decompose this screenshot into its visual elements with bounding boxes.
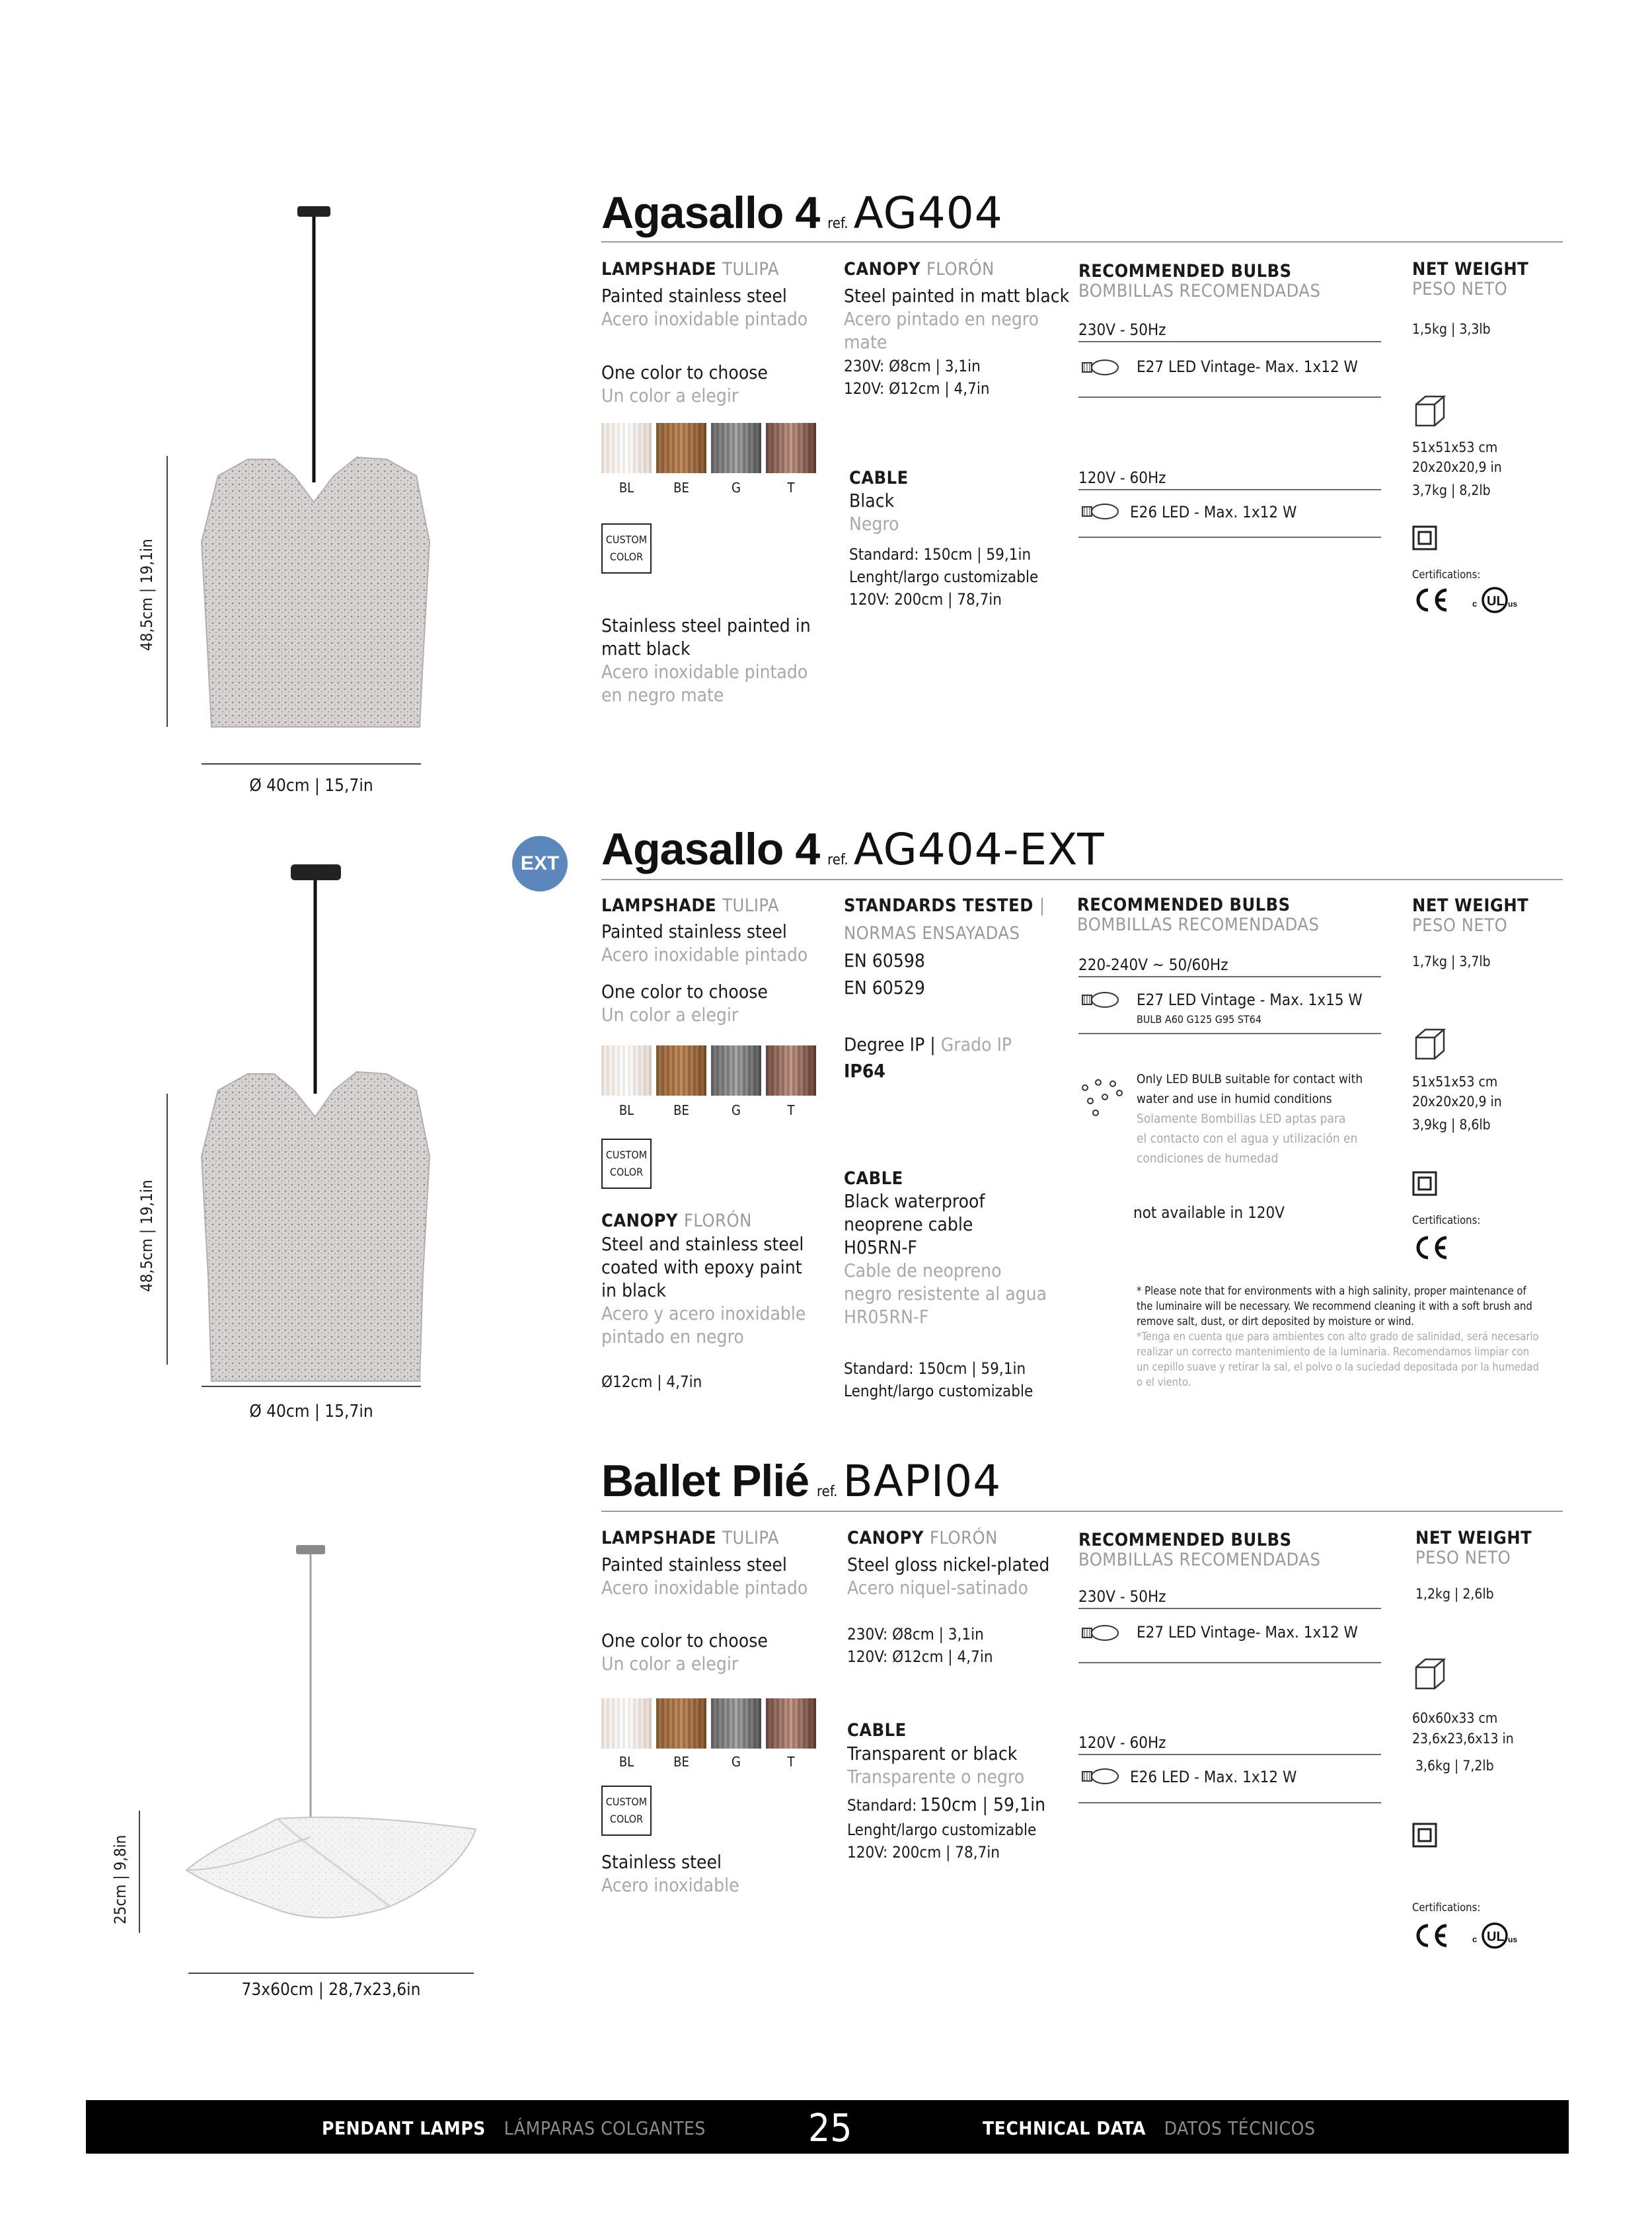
swatch-t[interactable] — [766, 423, 816, 473]
swatch-be[interactable] — [656, 423, 706, 473]
only-led-note: Only LED BULB suitable for contact with — [1137, 1072, 1363, 1086]
ip-label: Degree IP — [844, 1034, 925, 1055]
inner-finish: Stainless steel — [601, 1851, 722, 1873]
box-icon — [1412, 393, 1449, 430]
voltage-230: 230V - 50Hz — [1078, 321, 1166, 339]
ce-mark-icon — [1412, 1920, 1450, 1951]
svg-text:c: c — [1472, 1934, 1478, 1944]
standard: EN 60598 — [844, 950, 925, 971]
cable-custom: Lenght/largo customizable — [844, 1382, 1033, 1400]
ul-mark-icon — [1468, 585, 1521, 615]
product-name: Agasallo 4 — [601, 824, 820, 874]
swatch-label: BL — [619, 1102, 634, 1118]
svg-text:us: us — [1508, 599, 1518, 609]
voltage-120: 120V - 60Hz — [1078, 1733, 1166, 1752]
swatch-label: BE — [673, 480, 689, 496]
cert-label: Certifications: — [1412, 1214, 1481, 1227]
ip-rating: IP64 — [844, 1060, 885, 1082]
canopy-diameter: Ø12cm | 4,7in — [601, 1373, 702, 1391]
canopy-label: CANOPY — [847, 1528, 924, 1548]
weight-label-es: PESO NETO — [1412, 279, 1508, 299]
cable-120v: 120V: 200cm | 78,7in — [849, 590, 1002, 609]
svg-text:UL: UL — [1487, 594, 1505, 609]
inner-finish: matt black — [601, 638, 691, 660]
product-title — [601, 823, 1105, 875]
only-led-note-es: Solamente Bombillas LED aptas para — [1137, 1112, 1346, 1126]
product-name: Agasallo 4 — [601, 188, 820, 238]
bulb-230: E27 LED Vintage- Max. 1x12 W — [1137, 358, 1358, 376]
page-number: 25 — [808, 2105, 852, 2150]
canopy-material: in black — [601, 1279, 666, 1301]
box-size-in: 20x20x20,9 in — [1412, 459, 1502, 475]
standards-label-es: NORMAS ENSAYADAS — [844, 923, 1020, 944]
cable-color-es: Transparente o negro — [847, 1766, 1025, 1788]
weight-label-es: PESO NETO — [1415, 1548, 1511, 1568]
canopy-label-es: FLORÓN — [929, 1528, 998, 1548]
bulbs-label-es: BOMBILLAS RECOMENDADAS — [1077, 915, 1320, 935]
custom-color-text: CUSTOM — [605, 1149, 648, 1161]
standard: EN 60529 — [844, 977, 925, 999]
cable-type: neoprene cable — [844, 1213, 973, 1235]
ce-mark-icon — [1412, 1232, 1450, 1263]
cable-standard: Standard: 150cm | 59,1in — [844, 1359, 1026, 1378]
custom-color-text: COLOR — [609, 550, 644, 563]
inner-finish-es: Acero inoxidable pintado — [601, 661, 808, 683]
swatch-g[interactable] — [711, 1045, 761, 1096]
swatch-label: T — [787, 480, 795, 496]
swatch-bl[interactable] — [601, 1045, 652, 1096]
bulb-icon — [1078, 1766, 1121, 1787]
ref-label: ref. — [817, 1484, 838, 1500]
lampshade-label-es: TULIPA — [722, 1528, 779, 1548]
canopy-material: coated with epoxy paint — [601, 1256, 802, 1278]
cable-label: CABLE — [844, 1168, 903, 1189]
net-weight: 1,2kg | 2,6lb — [1415, 1586, 1494, 1602]
class-ii-icon — [1412, 525, 1437, 550]
cable-standard: Standard: 150cm | 59,1in — [849, 545, 1032, 564]
inner-finish: Stainless steel painted in — [601, 615, 811, 636]
salinity-note-es: un cepillo suave y retirar la sal, el polvo o la suciedad depositada por la humedad — [1137, 1361, 1539, 1373]
net-weight: 1,5kg | 3,3lb — [1412, 321, 1491, 337]
swatch-bl[interactable] — [601, 1698, 652, 1749]
salinity-note: the luminaire will be necessary. We recommend cleaning it with a soft brush and — [1137, 1300, 1532, 1312]
canopy-material-es: mate — [844, 331, 887, 353]
swatch-t[interactable] — [766, 1045, 816, 1096]
cable-color: Transparent or black — [847, 1743, 1018, 1764]
canopy-diameter: 230V: Ø8cm | 3,1in — [844, 357, 981, 375]
lampshade-label-es: TULIPA — [722, 895, 779, 916]
bulb-120: E26 LED - Max. 1x12 W — [1130, 503, 1297, 521]
box-weight: 3,6kg | 7,2lb — [1415, 1758, 1494, 1774]
canopy-diameter: 120V: Ø12cm | 4,7in — [847, 1647, 993, 1666]
canopy-material-es: pintado en negro — [601, 1326, 744, 1347]
swatch-label: G — [732, 1754, 741, 1770]
standards-label: STANDARDS TESTED — [844, 895, 1033, 916]
box-size-cm: 60x60x33 cm — [1412, 1710, 1498, 1726]
weight-label-es: PESO NETO — [1412, 915, 1508, 936]
salinity-note: remove salt, dust, or dirt deposited by moisture or wind. — [1137, 1315, 1414, 1328]
bulb-120: E26 LED - Max. 1x12 W — [1130, 1768, 1297, 1786]
voltage-230: 230V - 50Hz — [1078, 1587, 1166, 1606]
ref-label: ref. — [827, 215, 848, 232]
canopy-material: Steel and stainless steel — [601, 1233, 804, 1255]
height-dimension: 48,5cm | 19,1in — [137, 1180, 156, 1292]
voltage-120: 120V - 60Hz — [1078, 469, 1166, 487]
svg-text:us: us — [1508, 1935, 1518, 1944]
only-led-note-es: el contacto con el agua y utilización en — [1137, 1131, 1358, 1146]
custom-color-box[interactable] — [601, 1139, 652, 1189]
cable-color: Black — [849, 490, 895, 511]
color-choice-es: Un color a elegir — [601, 1653, 739, 1675]
bulbs-label-es: BOMBILLAS RECOMENDADAS — [1078, 1550, 1321, 1570]
class-ii-icon — [1412, 1171, 1437, 1196]
box-size-cm: 51x51x53 cm — [1412, 1074, 1498, 1090]
bulb-icon — [1078, 357, 1121, 378]
ce-mark-icon — [1412, 585, 1450, 615]
ref-code: AG404 — [853, 188, 1003, 239]
inner-finish-es: Acero inoxidable — [601, 1874, 739, 1896]
footer-section-es: DATOS TÉCNICOS — [1164, 2117, 1316, 2139]
width-dimension: 73x60cm | 28,7x23,6in — [241, 1980, 421, 2000]
swatch-label: BL — [619, 480, 634, 496]
canopy-diameter: 120V: Ø12cm | 4,7in — [844, 379, 990, 398]
product-name: Ballet Plié — [601, 1456, 809, 1506]
box-size-cm: 51x51x53 cm — [1412, 439, 1498, 455]
cable-type-es: Cable de neopreno — [844, 1260, 1002, 1281]
swatch-label: G — [732, 480, 741, 496]
weight-label: NET WEIGHT — [1412, 259, 1529, 280]
swatch-label: T — [787, 1102, 795, 1118]
swatch-g[interactable] — [711, 423, 761, 473]
canopy-label-es: FLORÓN — [926, 259, 995, 280]
ip-label-es: Grado IP — [940, 1034, 1012, 1055]
swatch-label: T — [787, 1754, 795, 1770]
product-image-agasallo-4 — [159, 198, 449, 740]
ul-mark-icon — [1468, 1920, 1521, 1951]
lampshade-material: Painted stainless steel — [601, 1554, 787, 1575]
salinity-note-es: realizar un correcto mantenimiento de la luminaria. Recomendamos limpiar con — [1137, 1345, 1530, 1358]
cert-label: Certifications: — [1412, 568, 1481, 581]
box-weight: 3,7kg | 8,2lb — [1412, 482, 1491, 498]
bulb-icon — [1078, 989, 1121, 1010]
custom-color-box[interactable] — [601, 1786, 652, 1836]
box-icon — [1412, 1026, 1449, 1063]
bulbs-label-es: BOMBILLAS RECOMENDADAS — [1078, 281, 1321, 301]
product-title — [601, 1455, 1001, 1507]
bulbs-label: RECOMMENDED BULBS — [1078, 261, 1292, 282]
swatch-label: BE — [673, 1754, 689, 1770]
swatch-be[interactable] — [656, 1045, 706, 1096]
swatch-bl[interactable] — [601, 423, 652, 473]
weight-label: NET WEIGHT — [1415, 1528, 1532, 1548]
lampshade-material: Painted stainless steel — [601, 285, 787, 307]
lampshade-label-es: TULIPA — [722, 259, 779, 280]
bulb-icon — [1078, 501, 1121, 522]
salinity-note-es: *Tenga en cuenta que para ambientes con alto grado de salinidad, será necesario — [1137, 1330, 1539, 1343]
height-dimension: 25cm | 9,8in — [111, 1834, 130, 1924]
cable-label: CABLE — [849, 468, 909, 488]
custom-color-text: CUSTOM — [605, 533, 648, 546]
box-size-in: 20x20x20,9 in — [1412, 1094, 1502, 1110]
custom-color-text: COLOR — [609, 1813, 644, 1825]
cable-type-es: HR05RN-F — [844, 1306, 929, 1328]
diameter-dimension: Ø 40cm | 15,7in — [249, 1402, 373, 1421]
canopy-label: CANOPY — [601, 1211, 678, 1231]
canopy-material-es: Acero y acero inoxidable — [601, 1302, 806, 1324]
footer-section: TECHNICAL DATA — [983, 2117, 1146, 2139]
salinity-note: * Please note that for environments with a high salinity, proper maintenance of — [1137, 1285, 1526, 1297]
cable-custom: Lenght/largo customizable — [849, 568, 1039, 586]
lampshade-material: Painted stainless steel — [601, 921, 787, 942]
water-drops-icon — [1078, 1078, 1125, 1118]
cable-120v: 120V: 200cm | 78,7in — [847, 1843, 1000, 1862]
cable-type: Black waterproof — [844, 1190, 985, 1212]
svg-text:UL: UL — [1487, 1930, 1505, 1944]
bulb-icon — [1078, 1622, 1121, 1643]
bulb-230: E27 LED Vintage- Max. 1x12 W — [1137, 1623, 1358, 1642]
ext-badge: EXT — [512, 836, 568, 891]
canopy-label-es: FLORÓN — [683, 1211, 752, 1231]
canopy-diameter: 230V: Ø8cm | 3,1in — [847, 1625, 984, 1643]
swatch-label: BL — [619, 1754, 634, 1770]
canopy-material-es: Acero pintado en negro — [844, 308, 1039, 330]
bulbs-label: RECOMMENDED BULBS — [1078, 1530, 1292, 1550]
footer-section: PENDANT LAMPS — [322, 2117, 486, 2139]
cable-custom: Lenght/largo customizable — [847, 1821, 1037, 1839]
custom-color-text: CUSTOM — [605, 1795, 648, 1808]
swatch-label: G — [732, 1102, 741, 1118]
custom-color-text: COLOR — [609, 1166, 644, 1178]
canopy-material: Steel gloss nickel-plated — [847, 1554, 1050, 1575]
class-ii-icon — [1412, 1823, 1437, 1848]
custom-color-box[interactable] — [601, 523, 652, 574]
swatch-g[interactable] — [711, 1698, 761, 1749]
lampshade-material-es: Acero inoxidable pintado — [601, 944, 808, 965]
box-weight: 3,9kg | 8,6lb — [1412, 1117, 1491, 1133]
page-footer — [86, 2100, 1569, 2154]
only-led-note-es: condiciones de humedad — [1137, 1151, 1279, 1166]
only-led-note: water and use in humid conditions — [1137, 1092, 1332, 1106]
cable-type: H05RN-F — [844, 1236, 917, 1258]
lampshade-material-es: Acero inoxidable pintado — [601, 1577, 808, 1599]
not-available-120v: not available in 120V — [1133, 1203, 1285, 1222]
product-image-ballet-plie — [178, 1540, 489, 1923]
canopy-material: Steel painted in matt black — [844, 285, 1070, 307]
inner-finish-es: en negro mate — [601, 684, 724, 706]
lampshade-label: LAMPSHADE — [601, 895, 717, 916]
bulbs-label: RECOMMENDED BULBS — [1077, 895, 1291, 915]
color-choice: One color to choose — [601, 1630, 768, 1651]
color-choice: One color to choose — [601, 361, 768, 383]
net-weight: 1,7kg | 3,7lb — [1412, 954, 1491, 969]
swatch-label: BE — [673, 1102, 689, 1118]
height-dimension: 48,5cm | 19,1in — [137, 539, 156, 651]
salinity-note-es: o el viento. — [1137, 1376, 1191, 1388]
cable-standard: 150cm | 59,1in — [920, 1793, 1046, 1815]
product-title — [601, 187, 1003, 239]
lampshade-label: LAMPSHADE — [601, 259, 717, 280]
cable-color-es: Negro — [849, 513, 899, 535]
cable-label: CABLE — [847, 1720, 907, 1741]
color-choice-es: Un color a elegir — [601, 385, 739, 406]
ref-code: BAPI04 — [843, 1456, 1002, 1507]
voltage-230: 220-240V ~ 50/60Hz — [1078, 956, 1228, 974]
lampshade-material-es: Acero inoxidable pintado — [601, 308, 808, 330]
swatch-be[interactable] — [656, 1698, 706, 1749]
bulb-types: BULB A60 G125 G95 ST64 — [1137, 1013, 1262, 1026]
svg-text:c: c — [1472, 599, 1478, 609]
lampshade-label: LAMPSHADE — [601, 1528, 717, 1548]
diameter-dimension: Ø 40cm | 15,7in — [249, 776, 373, 796]
swatch-t[interactable] — [766, 1698, 816, 1749]
canopy-label: CANOPY — [844, 259, 920, 280]
weight-label: NET WEIGHT — [1412, 895, 1529, 916]
box-size-in: 23,6x23,6x13 in — [1412, 1731, 1514, 1747]
cable-standard-label: Standard: — [847, 1796, 917, 1815]
color-choice: One color to choose — [601, 981, 768, 1002]
cable-type-es: negro resistente al agua — [844, 1283, 1047, 1304]
color-choice-es: Un color a elegir — [601, 1004, 739, 1026]
canopy-material-es: Acero niquel-satinado — [847, 1577, 1028, 1599]
footer-section-es: LÁMPARAS COLGANTES — [504, 2117, 706, 2139]
bulb-230: E27 LED Vintage - Max. 1x15 W — [1137, 991, 1363, 1009]
cert-label: Certifications: — [1412, 1901, 1481, 1914]
ref-code: AG404-EXT — [853, 824, 1105, 875]
ref-label: ref. — [827, 852, 848, 868]
product-image-agasallo-4-ext — [159, 852, 449, 1394]
box-icon — [1412, 1655, 1449, 1692]
